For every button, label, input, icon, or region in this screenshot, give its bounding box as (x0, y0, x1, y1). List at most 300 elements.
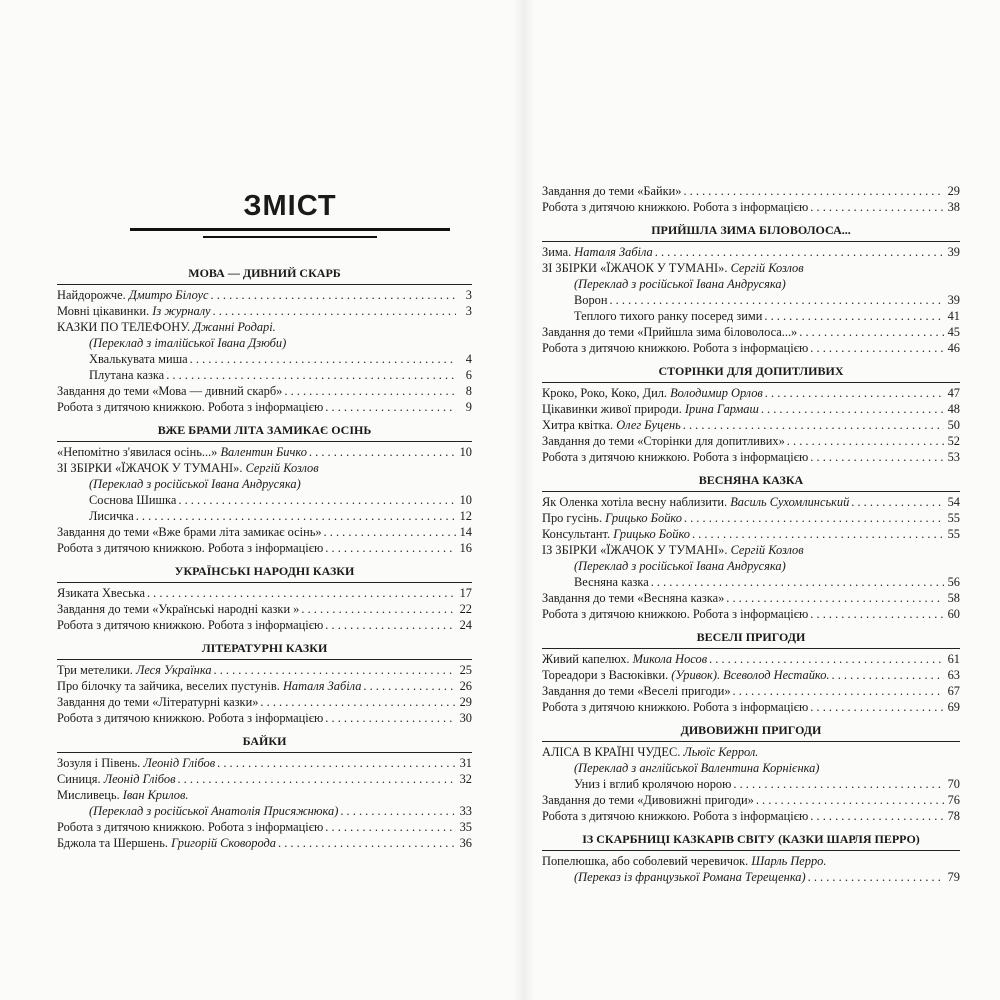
page-number: 41 (947, 309, 960, 323)
entry-text (542, 433, 785, 449)
dot-leader (756, 792, 944, 808)
entry-title: Завдання до теми «Мова — дивний скарб» (57, 384, 283, 398)
entry-title: Синиця. (57, 772, 104, 786)
toc-entry-list (542, 244, 960, 356)
entry-text (89, 351, 188, 367)
entry-text (57, 787, 188, 803)
entry-text (57, 835, 276, 851)
dot-leader (211, 287, 456, 303)
dot-leader (309, 444, 456, 460)
entry-title: Консультант. (542, 527, 614, 541)
dot-leader (178, 492, 456, 508)
page-number: 25 (459, 663, 472, 677)
page-number: 6 (465, 368, 472, 382)
entry-author: Леонід Глібов (103, 772, 176, 786)
entry-title: Три метелики. (57, 663, 136, 677)
toc-entry[interactable] (57, 585, 472, 601)
toc-entry[interactable] (542, 494, 960, 510)
page-number: 70 (947, 777, 960, 791)
section-heading: СТОРІНКИ ДЛЯ ДОПИТЛИВИХ (542, 363, 960, 380)
entry-title: Завдання до теми «Українські народні казки » (57, 602, 300, 616)
entry-text (57, 444, 307, 460)
entry-text (57, 319, 276, 335)
entry-text (57, 694, 258, 710)
toc-entry[interactable] (57, 399, 472, 415)
entry-title: Завдання до теми «Прийшла зима біловолоса...» (542, 325, 798, 339)
toc-entry[interactable] (542, 449, 960, 465)
dot-leader (726, 590, 944, 606)
page-number: 24 (459, 618, 472, 632)
entry-author: Льюїс Керрол. (683, 745, 759, 759)
toc-entry[interactable] (542, 699, 960, 715)
toc-entry-list (542, 853, 960, 885)
entry-title: Попелюшка, або соболевий черевичок. (542, 854, 752, 868)
dot-leader (810, 199, 944, 215)
page-number: 69 (947, 700, 960, 714)
toc-entry[interactable] (542, 308, 960, 324)
entry-title: Робота з дитячою книжкою. Робота з інформацією (542, 809, 809, 823)
page-title: ЗМІСТ (243, 190, 337, 222)
page-number: 4 (465, 352, 472, 366)
entry-text (57, 399, 323, 415)
entry-text (574, 558, 786, 574)
toc-section (57, 422, 472, 560)
entry-text (542, 449, 808, 465)
entry-title: Робота з дитячою книжкою. Робота з інформацією (542, 607, 809, 621)
entry-text (542, 590, 724, 606)
dot-leader (190, 351, 456, 367)
entry-author: Ірина Гармаш (684, 402, 759, 416)
dot-leader (278, 835, 456, 851)
toc-entry[interactable] (57, 367, 472, 383)
entry-title: Робота з дитячою книжкою. Робота з інформацією (57, 541, 324, 555)
dot-leader (325, 710, 456, 726)
page-number: 36 (459, 836, 472, 850)
entry-title: Завдання до теми «Сторінки для допитливих» (542, 434, 785, 448)
toc-entry-list (542, 183, 960, 215)
entry-author: Грицько Бойко (605, 511, 682, 525)
dot-leader (217, 755, 456, 771)
toc-entry[interactable] (542, 526, 960, 542)
entry-title: КАЗКИ ПО ТЕЛЕФОНУ. (57, 320, 194, 334)
toc-section (542, 363, 960, 469)
entry-author: (Переклад з англійської Валентина Корнієнка) (574, 761, 820, 775)
entry-text (57, 678, 361, 694)
dot-leader (808, 869, 944, 885)
entry-text (574, 869, 806, 885)
page-number: 12 (459, 509, 472, 523)
page-number: 17 (459, 586, 472, 600)
entry-author: Джанні Родарі. (193, 320, 276, 334)
entry-text (574, 308, 762, 324)
entry-author: Григорій Сковорода (171, 836, 277, 850)
toc-entry[interactable] (57, 319, 472, 335)
toc-entry[interactable] (57, 803, 472, 819)
toc-entry[interactable] (542, 292, 960, 308)
toc-section (542, 722, 960, 828)
page-number: 56 (947, 575, 960, 589)
page-number: 39 (947, 245, 960, 259)
entry-author: (Переклад з російської Івана Андрусяка) (574, 559, 786, 573)
toc-section (57, 265, 472, 419)
toc-entry[interactable] (57, 383, 472, 399)
toc-entry[interactable] (542, 792, 960, 808)
entry-title: Тореадори з Васюківки. (542, 668, 672, 682)
page-number: 78 (947, 809, 960, 823)
dot-leader (260, 694, 456, 710)
entry-text (57, 303, 211, 319)
toc-entry-list (542, 385, 960, 465)
dot-leader (761, 401, 944, 417)
dot-leader (810, 699, 944, 715)
entry-title: Завдання до теми «Дивовижні пригоди» (542, 793, 754, 807)
entry-author: Валентин Бичко (220, 445, 307, 459)
toc-entry[interactable] (542, 744, 960, 760)
entry-title: Плутана казка (89, 368, 165, 382)
entry-text (542, 244, 653, 260)
toc-entry[interactable] (57, 351, 472, 367)
entry-title: Теплого тихого ранку посеред зими (574, 309, 763, 323)
entry-title: Робота з дитячою книжкою. Робота з інформацією (57, 820, 324, 834)
entry-text (542, 683, 731, 699)
toc-entry[interactable] (542, 574, 960, 590)
toc-entry[interactable] (542, 510, 960, 526)
dot-leader (325, 540, 456, 556)
page-number: 31 (459, 756, 472, 770)
entry-text (542, 199, 808, 215)
entry-title: Униз і вглиб кролячою норою (574, 777, 732, 791)
dot-leader (284, 383, 456, 399)
entry-text (57, 540, 323, 556)
toc-entry[interactable] (57, 508, 472, 524)
toc-entry[interactable] (542, 760, 960, 776)
entry-title: Ворон (574, 293, 608, 307)
toc-entry[interactable] (57, 476, 472, 492)
entry-text (89, 492, 176, 508)
entry-author: Шарль Перро. (751, 854, 827, 868)
dot-leader (177, 771, 456, 787)
section-heading: ДИВОВИЖНІ ПРИГОДИ (542, 722, 960, 739)
page-number: 67 (947, 684, 960, 698)
toc-entry[interactable] (542, 417, 960, 433)
entry-text (542, 792, 754, 808)
page-number: 26 (459, 679, 472, 693)
entry-title: Як Оленка хотіла весну наблизити. (542, 495, 731, 509)
entry-title: Мовні цікавинки. (57, 304, 153, 318)
dot-leader (340, 803, 456, 819)
dot-leader (810, 808, 944, 824)
page-number: 55 (947, 511, 960, 525)
page-number: 79 (947, 870, 960, 884)
entry-title: Хвалькувата миша (89, 352, 188, 366)
dot-leader (765, 385, 944, 401)
toc-section (542, 183, 960, 219)
toc-entry[interactable] (57, 524, 472, 540)
page-number: 9 (465, 400, 472, 414)
toc-entry-list (542, 494, 960, 622)
entry-title: АЛІСА В КРАЇНІ ЧУДЕС. (542, 745, 684, 759)
toc-entry[interactable] (57, 835, 472, 851)
dot-leader (851, 494, 944, 510)
toc-entry[interactable] (542, 667, 960, 683)
section-heading: ІЗ СКАРБНИЦІ КАЗКАРІВ СВІТУ (КАЗКИ ШАРЛЯ ПЕРРО) (542, 831, 960, 848)
dot-leader (692, 526, 944, 542)
toc-entry[interactable] (542, 433, 960, 449)
dot-leader (683, 183, 944, 199)
entry-author: Володимир Орлов (670, 386, 763, 400)
toc-entry[interactable] (57, 755, 472, 771)
section-heading: ВЖЕ БРАМИ ЛІТА ЗАМИКАЄ ОСІНЬ (57, 422, 472, 439)
entry-author: Сергій Козлов (730, 261, 804, 275)
entry-text (89, 335, 286, 351)
entry-author: Дмитро Білоус (128, 288, 209, 302)
toc-entry[interactable] (57, 662, 472, 678)
toc-entry[interactable] (542, 651, 960, 667)
toc-entry[interactable] (542, 183, 960, 199)
toc-entry[interactable] (57, 678, 472, 694)
toc-entry[interactable] (542, 683, 960, 699)
entry-text (89, 508, 134, 524)
toc-entry-list (57, 662, 472, 726)
toc-entry[interactable] (57, 460, 472, 476)
toc-entry[interactable] (542, 776, 960, 792)
toc-section (57, 640, 472, 730)
toc-entry[interactable] (542, 324, 960, 340)
entry-text (542, 260, 804, 276)
page-number: 54 (947, 495, 960, 509)
toc-section (542, 472, 960, 626)
toc-entry[interactable] (542, 542, 960, 558)
dot-leader (810, 606, 944, 622)
page-number: 53 (947, 450, 960, 464)
entry-text (542, 401, 759, 417)
toc-entry[interactable] (542, 606, 960, 622)
toc-entry[interactable] (57, 617, 472, 633)
entry-title: Весняна казка (574, 575, 649, 589)
toc-entry[interactable] (57, 287, 472, 303)
section-heading: УКРАЇНСЬКІ НАРОДНІ КАЗКИ (57, 563, 472, 580)
dot-leader (764, 308, 944, 324)
entry-author: Із журналу (152, 304, 211, 318)
entry-title: Робота з дитячою книжкою. Робота з інформацією (542, 200, 809, 214)
dot-leader (683, 417, 944, 433)
toc-entry[interactable] (57, 819, 472, 835)
entry-title: Зозуля і Півень. (57, 756, 144, 770)
entry-author: Грицько Бойко (613, 527, 690, 541)
entry-author: Наталя Забіла (282, 679, 362, 693)
toc-entry-list (542, 651, 960, 715)
entry-author: (Переклад з російської Анатолія Присяжнюка) (89, 804, 339, 818)
page-number: 63 (947, 668, 960, 682)
entry-text (89, 803, 338, 819)
entry-author: (Переказ із французької Романа Терещенка) (574, 870, 806, 884)
entry-text (574, 276, 786, 292)
entry-text (57, 383, 282, 399)
entry-author: (Переклад з російської Івана Андрусяка) (89, 477, 301, 491)
toc-section (57, 563, 472, 637)
entry-text (542, 324, 797, 340)
entry-text (542, 340, 808, 356)
toc-section (542, 831, 960, 889)
entry-text (542, 417, 681, 433)
page-number: 76 (947, 793, 960, 807)
dot-leader (810, 449, 944, 465)
entry-author: Олег Буцень (616, 418, 681, 432)
entry-title: Завдання до теми «Вже брами літа замикає осінь» (57, 525, 322, 539)
entry-text (57, 460, 319, 476)
toc-entry[interactable] (542, 401, 960, 417)
entry-text (57, 601, 299, 617)
toc-entry[interactable] (542, 244, 960, 260)
toc-entry[interactable] (542, 869, 960, 885)
entry-author: Леся Українка (135, 663, 212, 677)
entry-author: (Уривок). Всеволод Нестайко. (671, 668, 830, 682)
entry-title: ЗІ ЗБІРКИ «ЇЖАЧОК У ТУМАНІ». (542, 261, 731, 275)
page-number: 33 (459, 804, 472, 818)
dot-leader (684, 510, 944, 526)
entry-text (89, 476, 301, 492)
entry-text (542, 651, 707, 667)
toc-entry[interactable] (57, 710, 472, 726)
page-number: 61 (947, 652, 960, 666)
entry-author: Іван Крилов. (122, 788, 189, 802)
entry-text (542, 853, 826, 869)
page-number: 47 (947, 386, 960, 400)
book-gutter (513, 0, 535, 1000)
toc-entry-list (57, 444, 472, 556)
entry-author: Микола Носов (632, 652, 708, 666)
dot-leader (655, 244, 944, 260)
page-number: 38 (947, 200, 960, 214)
dot-leader (609, 292, 944, 308)
toc-entry-list (57, 755, 472, 851)
toc-entry[interactable] (542, 558, 960, 574)
toc-entry[interactable] (57, 771, 472, 787)
entry-title: «Непомітно з'явилася осінь...» (57, 445, 221, 459)
entry-title: Завдання до теми «Літературні казки» (57, 695, 259, 709)
entry-title: ІЗ ЗБІРКИ «ЇЖАЧОК У ТУМАНІ». (542, 543, 731, 557)
entry-text (542, 183, 681, 199)
dot-leader (214, 662, 456, 678)
dot-leader (147, 585, 456, 601)
entry-text (57, 585, 145, 601)
entry-text (542, 606, 808, 622)
toc-section (542, 222, 960, 360)
entry-text (542, 808, 808, 824)
toc-entry[interactable] (57, 787, 472, 803)
entry-text (542, 744, 758, 760)
toc-section (57, 733, 472, 855)
entry-author: Леонід Глібов (143, 756, 216, 770)
page-number: 3 (465, 304, 472, 318)
toc-entry[interactable] (542, 385, 960, 401)
title-underline-short (203, 236, 377, 238)
entry-title: Завдання до теми «Веселі пригоди» (542, 684, 731, 698)
entry-text (542, 699, 808, 715)
page-number: 10 (459, 445, 472, 459)
dot-leader (799, 324, 944, 340)
toc-entry[interactable] (542, 340, 960, 356)
page-number: 29 (947, 184, 960, 198)
dot-leader (324, 524, 456, 540)
toc-entry[interactable] (542, 853, 960, 869)
section-heading: ПРИЙШЛА ЗИМА БІЛОВОЛОСА... (542, 222, 960, 239)
section-heading: ЛІТЕРАТУРНІ КАЗКИ (57, 640, 472, 657)
page-number: 60 (947, 607, 960, 621)
section-heading: ВЕСЕЛІ ПРИГОДИ (542, 629, 960, 646)
toc-entry[interactable] (57, 540, 472, 556)
section-heading: БАЙКИ (57, 733, 472, 750)
page-number: 14 (459, 525, 472, 539)
page-number: 45 (947, 325, 960, 339)
page-number: 29 (459, 695, 472, 709)
entry-title: Робота з дитячою книжкою. Робота з інформацією (542, 341, 809, 355)
entry-title: Робота з дитячою книжкою. Робота з інформацією (542, 450, 809, 464)
entry-title: Зима. (542, 245, 575, 259)
entry-text (574, 292, 607, 308)
page-number: 16 (459, 541, 472, 555)
entry-title: ЗІ ЗБІРКИ «ЇЖАЧОК У ТУМАНІ». (57, 461, 246, 475)
entry-title: Робота з дитячою книжкою. Робота з інформацією (542, 700, 809, 714)
page-number: 39 (947, 293, 960, 307)
toc-entry[interactable] (57, 694, 472, 710)
entry-author: Сергій Козлов (730, 543, 804, 557)
toc-entry[interactable] (542, 808, 960, 824)
toc-entry[interactable] (57, 303, 472, 319)
toc-entry[interactable] (57, 492, 472, 508)
toc-entry[interactable] (57, 601, 472, 617)
entry-text (574, 776, 731, 792)
entry-title: Цікавинки живої природи. (542, 402, 685, 416)
dot-leader (363, 678, 456, 694)
toc-entry-list (57, 585, 472, 633)
entry-title: Язиката Хвеська (57, 586, 145, 600)
entry-title: Мисливець. (57, 788, 123, 802)
dot-leader (733, 683, 944, 699)
entry-title: Кроко, Роко, Коко, Дил. (542, 386, 671, 400)
entry-text (57, 819, 323, 835)
toc-entry[interactable] (542, 276, 960, 292)
page-number: 50 (947, 418, 960, 432)
entry-title: Хитра квітка. (542, 418, 617, 432)
entry-text (57, 287, 209, 303)
entry-title: Бджола та Шершень. (57, 836, 172, 850)
dot-leader (213, 303, 457, 319)
entry-title: Про гусінь. (542, 511, 606, 525)
dot-leader (301, 601, 456, 617)
toc-entry[interactable] (542, 260, 960, 276)
page-number: 52 (947, 434, 960, 448)
toc-entry[interactable] (57, 335, 472, 351)
toc-section (542, 629, 960, 719)
page-number: 8 (465, 384, 472, 398)
entry-text (542, 385, 763, 401)
dot-leader (787, 433, 944, 449)
dot-leader (651, 574, 944, 590)
page-number: 32 (459, 772, 472, 786)
entry-title: Про білочку та зайчика, веселих пустунів. (57, 679, 283, 693)
page-number: 10 (459, 493, 472, 507)
toc-entry[interactable] (57, 444, 472, 460)
title-underline (130, 228, 450, 231)
entry-title: Соснова Шишка (89, 493, 177, 507)
entry-title: Лисичка (89, 509, 134, 523)
toc-entry[interactable] (542, 590, 960, 606)
entry-title: Робота з дитячою книжкою. Робота з інформацією (57, 711, 324, 725)
toc-entry[interactable] (542, 199, 960, 215)
section-heading: МОВА — ДИВНИЙ СКАРБ (57, 265, 472, 282)
page-number: 22 (459, 602, 472, 616)
